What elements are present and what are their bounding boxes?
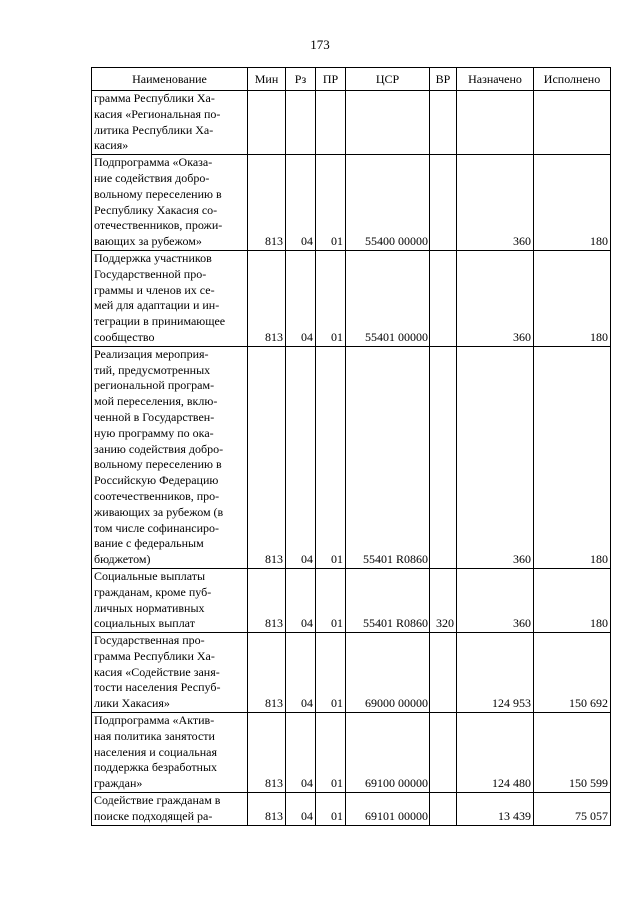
name-line: Государственной про- xyxy=(94,266,207,281)
cell-csr: 69101 00000 xyxy=(346,793,430,826)
cell-name xyxy=(92,346,248,568)
cell-vr: 320 xyxy=(430,568,457,632)
budget-table xyxy=(91,67,611,826)
cell-vr xyxy=(430,91,457,155)
cell-rz: 04 xyxy=(286,250,316,346)
cell-min: 813 xyxy=(248,568,286,632)
table-row xyxy=(92,793,611,826)
cell-pr: 01 xyxy=(316,568,346,632)
cell-min xyxy=(248,91,286,155)
cell-name xyxy=(92,633,248,713)
name-line: Подпрограмма «Актив- xyxy=(94,713,215,728)
name-line: гражданам, кроме пуб- xyxy=(94,584,212,599)
name-line: касия» xyxy=(94,138,129,153)
header-pr: ПР xyxy=(316,68,346,91)
cell-vr xyxy=(430,155,457,251)
cell-csr xyxy=(346,91,430,155)
table-row xyxy=(92,250,611,346)
cell-executed: 150 692 xyxy=(534,633,611,713)
cell-pr: 01 xyxy=(316,346,346,568)
header-executed: Исполнено xyxy=(534,68,611,91)
name-line: вающих за рубежом» xyxy=(94,234,202,249)
cell-executed: 180 xyxy=(534,568,611,632)
name-line: Республику Хакасия со- xyxy=(94,202,218,217)
name-line: том числе софинансиро- xyxy=(94,520,219,535)
page-number: 173 xyxy=(310,37,330,52)
cell-rz: 04 xyxy=(286,568,316,632)
cell-assigned: 360 xyxy=(457,568,534,632)
cell-pr: 01 xyxy=(316,793,346,826)
cell-min: 813 xyxy=(248,713,286,793)
name-line: грамма Республики Ха- xyxy=(94,648,215,663)
cell-min: 813 xyxy=(248,793,286,826)
cell-csr: 55400 00000 xyxy=(346,155,430,251)
name-line: касия «Содействие заня- xyxy=(94,664,220,679)
cell-pr: 01 xyxy=(316,155,346,251)
header-row xyxy=(92,68,611,91)
name-line: лики Хакасия» xyxy=(94,696,170,711)
name-line: тости населения Респуб- xyxy=(94,680,221,695)
cell-rz: 04 xyxy=(286,633,316,713)
header-vr: ВР xyxy=(430,68,457,91)
name-line: Российскую Федерацию xyxy=(94,473,219,488)
name-line: вольному переселению в xyxy=(94,457,222,472)
cell-name xyxy=(92,155,248,251)
name-line: граммы и членов их се- xyxy=(94,282,215,297)
name-line: поиске подходящей ра- xyxy=(94,808,213,823)
cell-min: 813 xyxy=(248,155,286,251)
name-line: региональной програм- xyxy=(94,378,215,393)
cell-assigned: 124 953 xyxy=(457,633,534,713)
cell-vr xyxy=(430,250,457,346)
table-row xyxy=(92,568,611,632)
name-line: поддержка безработных xyxy=(94,760,218,775)
cell-executed: 180 xyxy=(534,250,611,346)
name-line: социальных выплат xyxy=(94,616,195,631)
name-line: касия «Региональная по- xyxy=(94,106,221,121)
cell-rz: 04 xyxy=(286,713,316,793)
cell-vr xyxy=(430,793,457,826)
name-line: живающих за рубежом (в xyxy=(94,504,224,519)
cell-csr: 55401 R0860 xyxy=(346,568,430,632)
cell-csr: 69000 00000 xyxy=(346,633,430,713)
cell-vr xyxy=(430,713,457,793)
name-line: населения и социальная xyxy=(94,744,217,759)
name-line: бюджетом) xyxy=(94,552,151,567)
cell-pr: 01 xyxy=(316,713,346,793)
cell-pr xyxy=(316,91,346,155)
cell-assigned xyxy=(457,91,534,155)
header-csr: ЦСР xyxy=(346,68,430,91)
cell-name xyxy=(92,568,248,632)
cell-rz: 04 xyxy=(286,155,316,251)
table-row xyxy=(92,155,611,251)
table-row xyxy=(92,633,611,713)
cell-assigned: 124 480 xyxy=(457,713,534,793)
cell-assigned: 360 xyxy=(457,346,534,568)
name-line: занию содействия добро- xyxy=(94,441,224,456)
table-row xyxy=(92,713,611,793)
name-line: Поддержка участников xyxy=(94,250,212,265)
name-line: Социальные выплаты xyxy=(94,568,206,583)
cell-assigned: 360 xyxy=(457,155,534,251)
name-line: отечественников, прожи- xyxy=(94,218,223,233)
name-line: вольному переселению в xyxy=(94,186,222,201)
name-line: Государственная про- xyxy=(94,633,205,648)
cell-csr: 69100 00000 xyxy=(346,713,430,793)
cell-rz xyxy=(286,91,316,155)
name-line: сообщество xyxy=(94,329,155,344)
name-line: ченной в Государствен- xyxy=(94,409,215,424)
cell-name xyxy=(92,250,248,346)
name-line: тий, предусмотренных xyxy=(94,362,211,377)
name-line: ние содействия добро- xyxy=(94,170,210,185)
header-name: Наименование xyxy=(92,68,248,91)
name-line: Содействие гражданам в xyxy=(94,793,221,808)
name-line: вание с федеральным xyxy=(94,536,204,551)
header-min: Мин xyxy=(248,68,286,91)
name-line: Реализация мероприя- xyxy=(94,346,209,361)
cell-min: 813 xyxy=(248,250,286,346)
cell-assigned: 13 439 xyxy=(457,793,534,826)
name-line: граждан» xyxy=(94,776,143,791)
table-row xyxy=(92,91,611,155)
cell-min: 813 xyxy=(248,633,286,713)
cell-rz: 04 xyxy=(286,346,316,568)
cell-csr: 55401 00000 xyxy=(346,250,430,346)
header-rz: Рз xyxy=(286,68,316,91)
name-line: Подпрограмма «Оказа- xyxy=(94,155,213,170)
cell-executed: 75 057 xyxy=(534,793,611,826)
name-line: мей для адаптации и ин- xyxy=(94,298,220,313)
cell-csr: 55401 R0860 xyxy=(346,346,430,568)
cell-executed: 150 599 xyxy=(534,713,611,793)
name-line: теграции в принимающее xyxy=(94,314,226,329)
cell-pr: 01 xyxy=(316,250,346,346)
cell-rz: 04 xyxy=(286,793,316,826)
cell-executed xyxy=(534,91,611,155)
cell-executed: 180 xyxy=(534,155,611,251)
cell-vr xyxy=(430,633,457,713)
header-assigned: Назначено xyxy=(457,68,534,91)
cell-name xyxy=(92,793,248,826)
cell-name xyxy=(92,713,248,793)
cell-min: 813 xyxy=(248,346,286,568)
cell-name xyxy=(92,91,248,155)
cell-pr: 01 xyxy=(316,633,346,713)
name-line: литика Республики Ха- xyxy=(94,122,214,137)
name-line: грамма Республики Ха- xyxy=(94,91,215,105)
cell-executed: 180 xyxy=(534,346,611,568)
cell-assigned: 360 xyxy=(457,250,534,346)
name-line: личных нормативных xyxy=(94,600,205,615)
cell-vr xyxy=(430,346,457,568)
name-line: мой переселения, вклю- xyxy=(94,394,218,409)
name-line: ная политика занятости xyxy=(94,728,215,743)
name-line: ную программу по ока- xyxy=(94,425,214,440)
name-line: соотечественников, про- xyxy=(94,488,220,503)
table-row xyxy=(92,346,611,568)
